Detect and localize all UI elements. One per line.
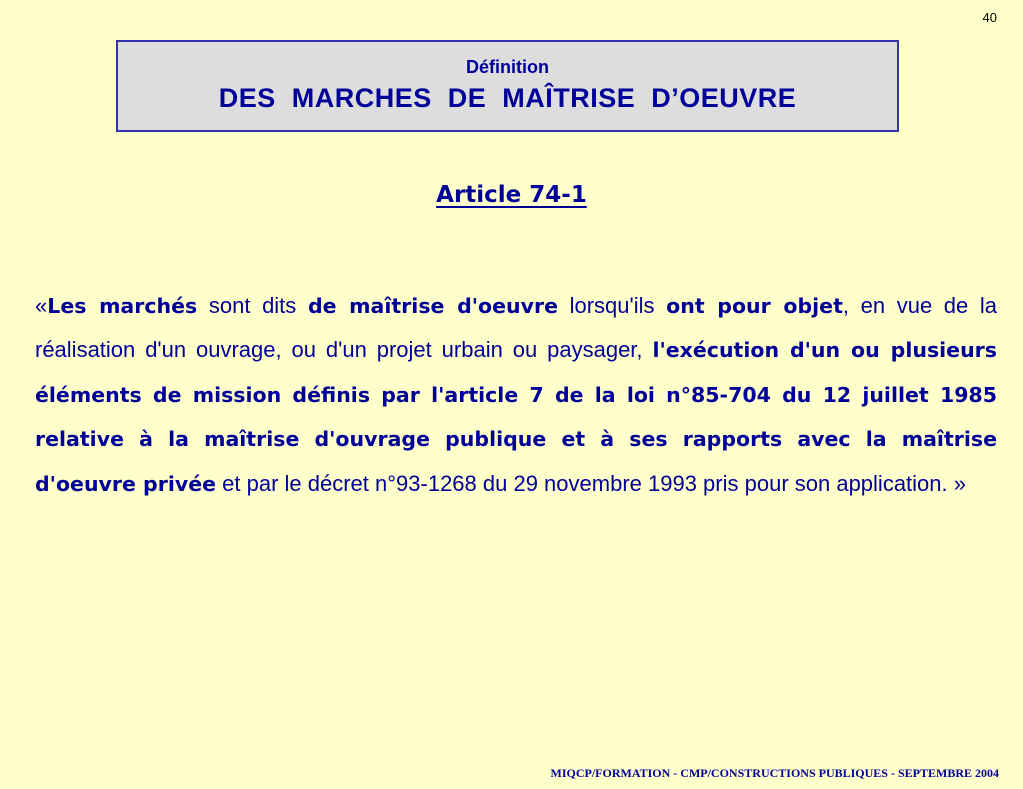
title-box (116, 40, 899, 132)
article-body (35, 284, 997, 506)
body-text-sont-dits: sont dits (197, 293, 308, 318)
page-number: 40 (982, 10, 997, 25)
body-bold-les-marches: Les marchés (47, 294, 198, 318)
body-text-en-vue: , en vue de la réalisation d'un ouvrage, ou d'un projet urbain ou paysager, (35, 293, 998, 363)
body-bold-maitrise-oeuvre: de maîtrise d'oeuvre (307, 294, 558, 318)
body-text-lorsquils: lorsqu'ils (557, 293, 667, 318)
page-title: DES MARCHES DE MAÎTRISE D’OEUVRE (218, 83, 797, 113)
open-quote: « (35, 293, 48, 318)
body-bold-ont-pour-objet: ont pour objet (666, 294, 843, 318)
title-subheading: Définition (466, 57, 549, 77)
body-bold-execution: l'exécution d'un ou plusieurs éléments de mission définis par l'article 7 de la loi n°85-704 du 12 juillet 1985 relative à la maîtrise d'ouvrage publique et à ses rapports avec la maîtrise d'oeuvre privée (35, 338, 997, 496)
body-text-decret: et par le décret n°93-1268 du 29 novembre 1993 pris pour son application. » (216, 470, 966, 496)
article-heading-label: Article 74-1 (436, 182, 587, 208)
footer: MIQCP/FORMATION - CMP/CONSTRUCTIONS PUBLIQUES - SEPTEMBRE 2004 (550, 766, 999, 780)
article-heading (0, 180, 1023, 210)
